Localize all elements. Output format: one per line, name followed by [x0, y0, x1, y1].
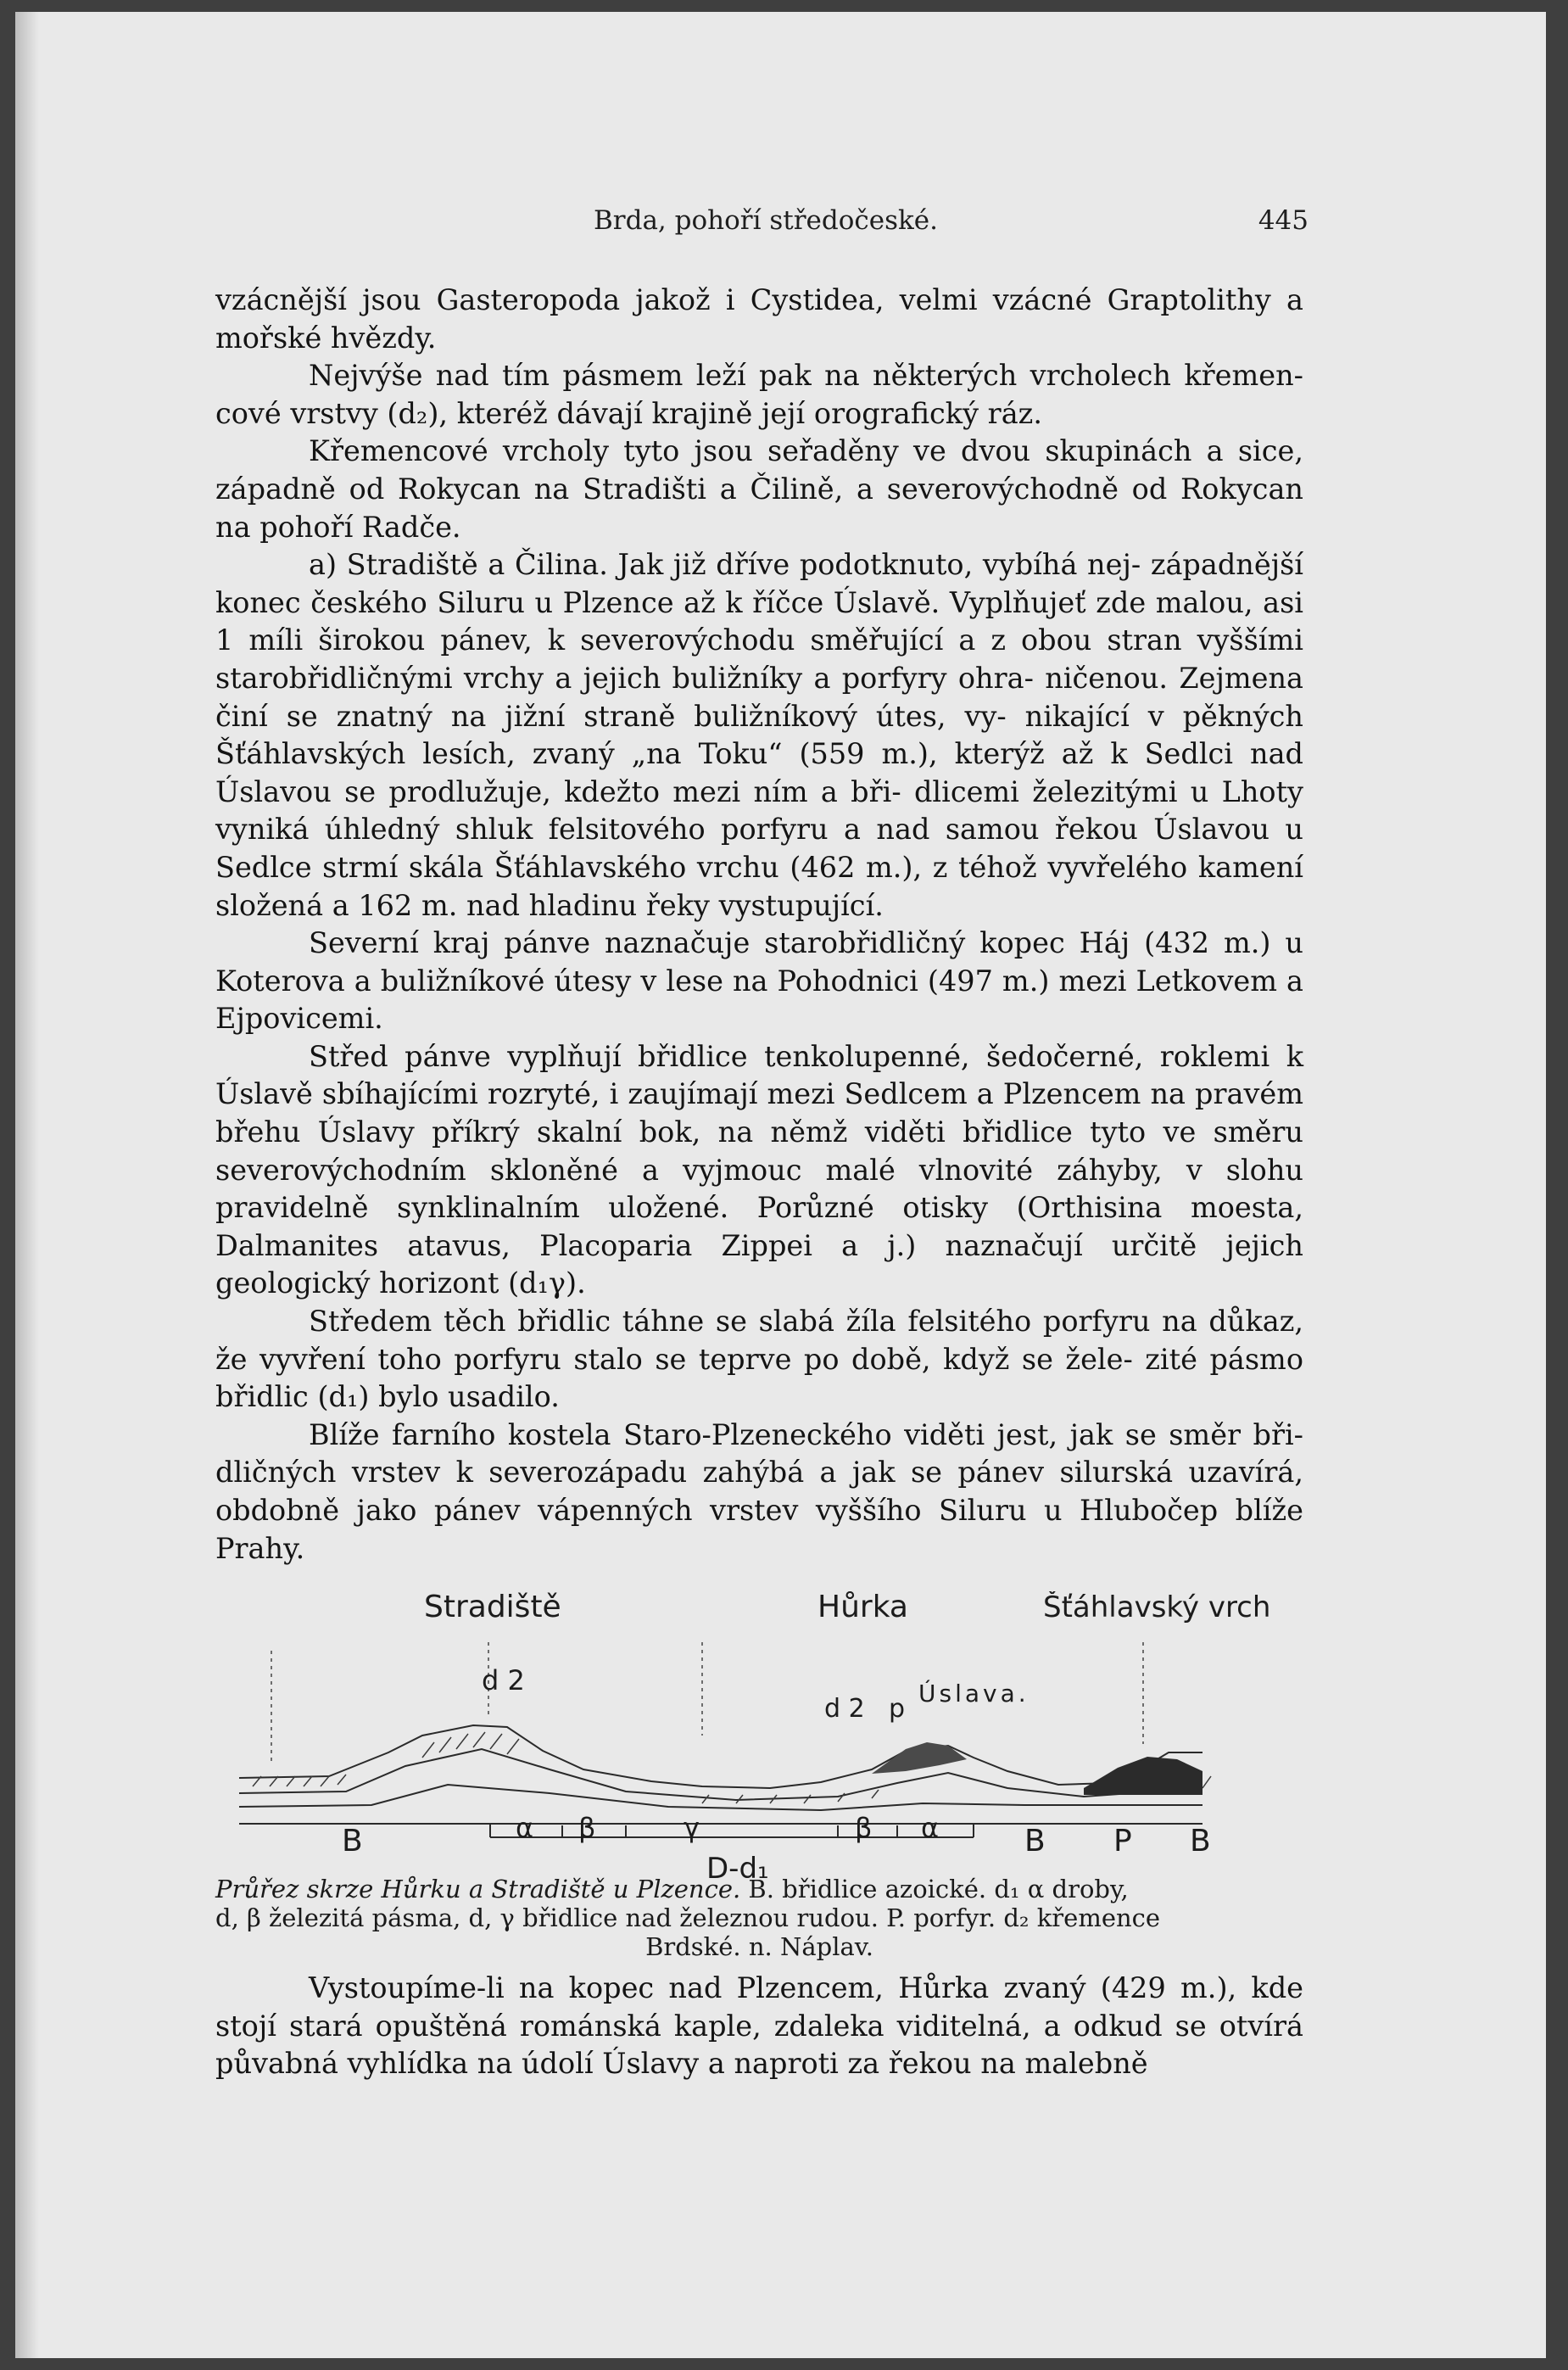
paragraph	[215, 433, 1303, 546]
text-line: obdobně jako pánev vápenných vrstev vyššího Siluru u Hlubočep blíže	[215, 1494, 1303, 1527]
text-line: Nejvýše nad tím pásmem leží pak na některých vrcholech křemen-	[309, 359, 1303, 393]
text-line: otvírá půvabná vyhlídka na údolí Úslavy a naproti za řekou na malebně	[215, 2009, 1303, 2081]
text-line: západně od Rokycan na Stradišti a Čilině, a severovýchodně od Rokycan	[215, 472, 1303, 506]
text-line: k Úslavě sbíhajícími rozryté, i zaujímají mezi Sedlcem a Plzencem na	[215, 1039, 1303, 1111]
text-line: a nad samou řekou Úslavou u Sedlce strmí skála Šťáhlavského vrchu	[215, 813, 1303, 884]
text-line: nikající v pěkných Šťáhlavských lesích, zvaný „na Toku“ (559 m.),	[215, 699, 1303, 771]
text-line: důkaz, že vyvření toho porfyru stalo se teprve po době, když se žele-	[215, 1305, 1303, 1376]
geological-cross-section	[227, 1591, 1304, 1888]
text-line: pravém břehu Úslavy příkrý skalní bok, na němž viděti břidlice tyto	[215, 1077, 1303, 1149]
body-text	[215, 282, 1303, 1568]
label-beta-left: β	[578, 1812, 596, 1844]
label-b-left: B	[342, 1824, 363, 1859]
label-b-right1: B	[1024, 1824, 1046, 1859]
page-number: 445	[1258, 205, 1309, 236]
text-line: vzácnější jsou Gasteropoda jakož i Cystidea, velmi vzácné Graptolithy	[215, 283, 1271, 316]
label-alpha-right: α	[921, 1812, 940, 1844]
label-stradiste: Stradiště	[424, 1591, 561, 1624]
body-text-continued	[215, 1970, 1303, 2083]
paragraph	[215, 1303, 1303, 1417]
label-stahlavsky-vrch: Šťáhlavský vrch	[1043, 1591, 1271, 1624]
label-beta-right: β	[855, 1812, 873, 1844]
label-uslava: Úslava.	[918, 1680, 1030, 1708]
label-alpha-left: α	[516, 1812, 534, 1844]
hill-stahlavsky	[1084, 1757, 1203, 1795]
text-line: kterýž až k Sedlci nad Úslavou se prodlužuje, kdežto mezi ním a bři-	[215, 737, 1303, 808]
brackets	[490, 1824, 974, 1837]
text-line: zité pásmo břidlic (d₁) bylo usadilo.	[215, 1342, 1303, 1414]
text-line: Vystoupíme-li na kopec nad Plzencem, Hůrka zvaný (429 m.),	[309, 1971, 1237, 2004]
text-line: Středem těch břidlic táhne se slabá žíla felsitého porfyru na	[309, 1305, 1197, 1339]
text-line: cové vrstvy (d₂), kteréž dávají krajině její orografický ráz.	[215, 396, 1042, 430]
text-line: na pohoří Radče.	[215, 510, 461, 544]
label-gamma: γ	[684, 1812, 700, 1844]
book-page	[15, 12, 1546, 2358]
label-b-right2: B	[1190, 1824, 1211, 1859]
caption-title: Průřez skrze Hůrku a Stradiště u Plzence.	[215, 1875, 741, 1903]
text-line: jejich geologický horizont (d₁γ).	[215, 1228, 1303, 1300]
caption-text: B. břidlice azoické. d₁ α droby,	[740, 1875, 1129, 1903]
label-d2-mid: d 2	[824, 1694, 865, 1724]
text-line: Střed pánve vyplňují břidlice tenkolupenné, šedočerné, roklemi	[309, 1039, 1270, 1073]
text-line: Severní kraj pánve naznačuje starobřidličný kopec Háj (432 m.)	[309, 926, 1271, 960]
text-line: Letkovem a Ejpovicemi.	[215, 964, 1304, 1036]
text-line: moesta, Dalmanites atavus, Placoparia Zippei a j.) naznačují určitě	[215, 1191, 1303, 1262]
text-line: kde stojí stará opuštěná románská kaple, zdaleka viditelná, a odkud se	[215, 1971, 1303, 2043]
text-line: a mořské hvězdy.	[215, 283, 1303, 355]
paragraph	[215, 925, 1303, 1038]
text-line: ve směru severovýchodním skloněné a vyjmouc malé vlnovité záhyby,	[215, 1115, 1303, 1187]
text-line: zde malou, asi 1 míli širokou pánev, k severovýchodu směřující a z obou	[215, 585, 1303, 657]
paragraph	[215, 1970, 1303, 2083]
text-line: řeky vystupující.	[645, 888, 884, 922]
label-d-d1: D-d₁	[706, 1852, 769, 1886]
paragraph	[215, 357, 1303, 433]
text-line: (462 m.), z téhož vyvřelého kamení složená a 162 m. nad hladinu	[215, 850, 1303, 922]
text-line: dlicemi železitými u Lhoty vyniká úhledný shluk felsitového porfyru	[215, 774, 1303, 847]
text-line: ničenou. Zejmena činí se znatný na jižní straně buližníkový útes, vy-	[215, 661, 1303, 733]
text-line: v slohu pravidelně synklinalním uložené. Porůzné otisky (Orthisina	[215, 1153, 1303, 1225]
text-line: Prahy.	[215, 1531, 305, 1565]
text-line: u Koterova a buližníkové útesy v lese na Pohodnici (497 m.) mezi	[215, 926, 1303, 998]
text-line: západnější konec českého Siluru u Plzence až k říčce Úslavě. Vyplňujeť	[215, 548, 1303, 619]
label-d2-left: d 2	[482, 1664, 525, 1696]
text-line: Křemencové vrcholy tyto jsou seřaděny ve dvou skupinách a sice,	[309, 434, 1303, 468]
paragraph	[215, 1417, 1303, 1568]
caption-line	[215, 1875, 1303, 1903]
caption-line: d, β železitá pásma, d, γ břidlice nad železnou rudou. P. porfyr. d₂ křemence	[215, 1903, 1161, 1932]
hatching	[253, 1732, 1211, 1803]
text-line: dličných vrstev k severozápadu zahýbá a jak se pánev silurská uzavírá,	[215, 1456, 1303, 1490]
label-hurka: Hůrka	[817, 1591, 908, 1624]
strata-lines	[239, 1725, 1203, 1824]
text-line: a) Stradiště a Čilina. Jak již dříve podotknuto, vybíhá nej-	[309, 548, 1141, 582]
figure-caption	[215, 1875, 1303, 1961]
header-title: Brda, pohoří středočeské.	[594, 205, 938, 236]
label-p-right: P	[1113, 1824, 1132, 1859]
paragraph	[215, 1038, 1303, 1303]
label-p-mid: p	[889, 1694, 906, 1724]
caption-line: Brdské. n. Náplav.	[645, 1932, 873, 1961]
text-line: stran vyššími starobřidličnými vrchy a jejich buližníky a porfyry ohra-	[215, 623, 1304, 695]
cross-section-drawing	[227, 1591, 1304, 1888]
paragraph	[215, 282, 1303, 357]
text-line: Blíže farního kostela Staro-Plzeneckého viděti jest, jak se směr bři-	[309, 1417, 1303, 1451]
paragraph	[215, 546, 1303, 925]
